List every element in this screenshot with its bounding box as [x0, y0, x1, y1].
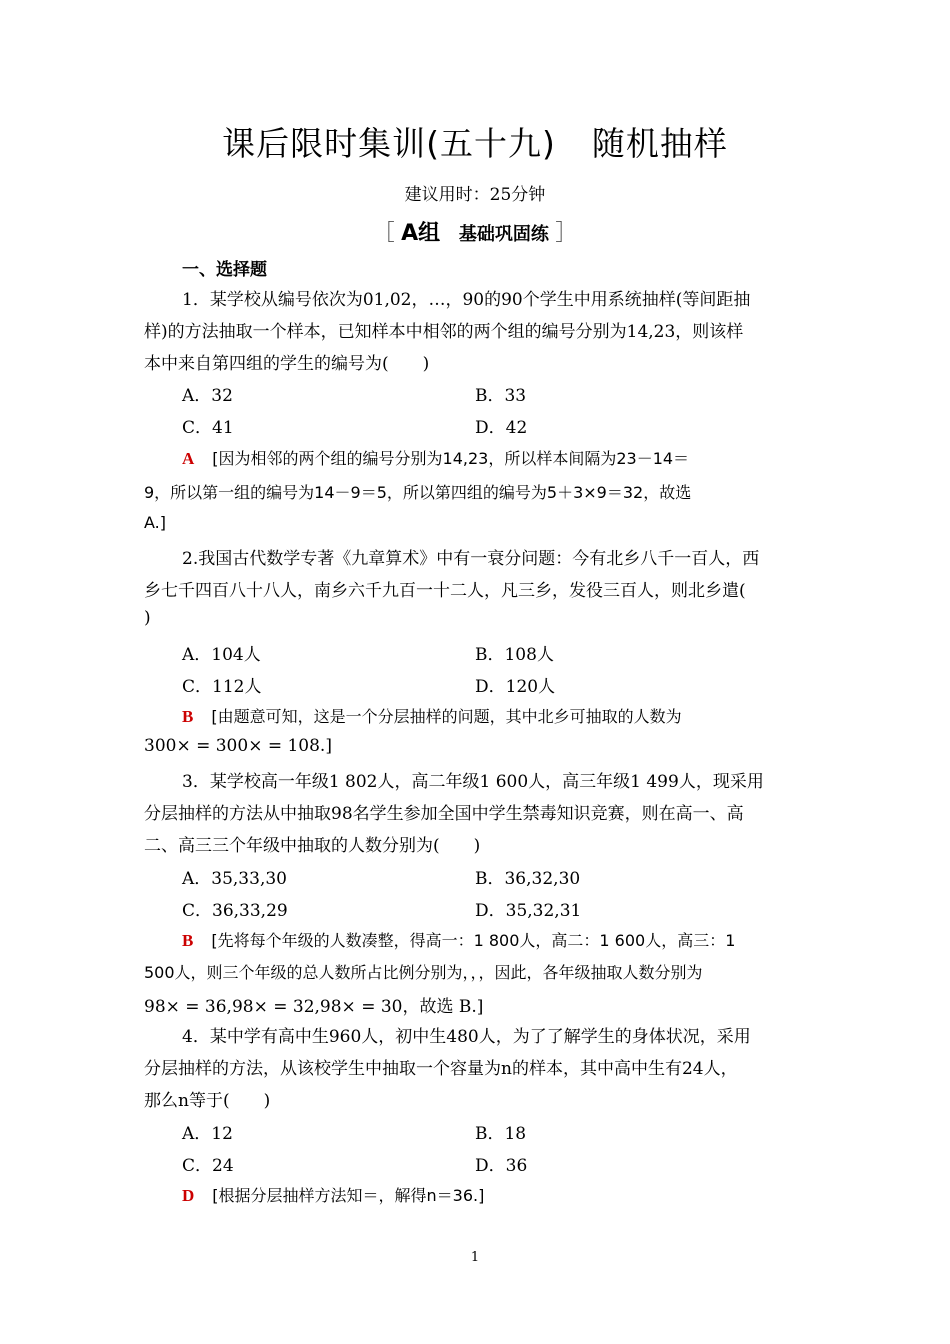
question-1-solution-line-3: A.]	[144, 513, 166, 532]
question-2-solution-line-1: B [由题意可知，这是一个分层抽样的问题，其中北乡可抽取的人数为	[182, 707, 682, 726]
question-3-line-2: 分层抽样的方法从中抽取98名学生参加全国中学生禁毒知识竞赛，则在高一、高	[144, 804, 744, 824]
question-3-line-3: 二、高三三个年级中抽取的人数分别为( )	[144, 836, 481, 856]
question-4-line-3: 那么n等于( )	[144, 1091, 271, 1111]
question-2-answer: B	[182, 707, 194, 726]
question-3-solution-line-3: 98× = 36,98× = 32,98× = 30，故选 B.]	[144, 997, 484, 1017]
question-2-line-1: 2.我国古代数学专著《九章算术》中有一衰分问题：今有北乡八千一百人，西	[182, 549, 760, 569]
group-heading	[0, 216, 950, 247]
suggested-time: 建议用时：25分钟	[404, 185, 546, 205]
question-2-line-3: )	[144, 608, 151, 628]
question-1-option-d: D．42	[475, 418, 528, 438]
question-4-line-1: 4．某中学有高中生960人，初中生480人，为了了解学生的身体状况，采用	[182, 1027, 751, 1047]
question-4-answer: D	[182, 1186, 195, 1205]
question-3-solution-line-1: B [先将每个年级的人数凑整，得高一：1 800人，高二：1 600人，高三：1	[182, 931, 736, 950]
question-3-answer: B	[182, 931, 194, 950]
question-1-line-1: 1．某学校从编号依次为01,02，…，90的90个学生中用系统抽样(等间距抽	[182, 290, 751, 310]
question-2-option-d: D．120人	[475, 677, 556, 697]
page-number: 1	[470, 1250, 480, 1265]
group-letter: A组	[401, 221, 441, 246]
page-title	[0, 118, 950, 165]
question-4-option-d: D．36	[475, 1156, 528, 1176]
question-4-line-2: 分层抽样的方法，从该校学生中抽取一个容量为n的样本，其中高中生有24人，	[144, 1059, 738, 1079]
question-1-answer: A	[182, 449, 195, 468]
question-1-solution-line-1: A [因为相邻的两个组的编号分别为14,23，所以样本间隔为23－14＝	[182, 449, 690, 468]
question-3-option-c: C．36,33,29	[182, 901, 288, 921]
question-4-option-b: B．18	[475, 1124, 527, 1144]
group-bracket-open: ［	[372, 221, 395, 246]
section-heading: 一、选择题	[182, 260, 267, 280]
question-3-line-1: 3．某学校高一年级1 802人，高二年级1 600人，高三年级1 499人，现采用	[182, 772, 764, 792]
question-2-option-a: A．104人	[182, 645, 261, 665]
question-1-option-a: A．32	[182, 386, 233, 406]
question-1-option-b: B．33	[475, 386, 527, 406]
question-3-solution-line-2: 500人，则三个年级的总人数所占比例分别为，，，因此，各年级抽取人数分别为	[144, 963, 703, 982]
question-3-option-b: B．36,32,30	[475, 869, 581, 889]
question-2-line-2: 乡七千四百八十八人，南乡六千九百一十二人，凡三乡，发役三百人，则北乡遣(	[144, 581, 746, 601]
question-1-solution-line-2: 9，所以第一组的编号为14－9＝5，所以第四组的编号为5＋3×9＝32，故选	[144, 483, 692, 502]
question-3-option-d: D．35,32,31	[475, 901, 582, 921]
group-bracket-close: ］	[555, 221, 578, 246]
question-2-solution-line-2: 300× = 300× = 108.]	[144, 736, 332, 756]
question-2-option-b: B．108人	[475, 645, 554, 665]
question-4-option-a: A．12	[182, 1124, 233, 1144]
group-name: 基础巩固练	[458, 224, 549, 245]
question-1-line-3: 本中来自第四组的学生的编号为( )	[144, 354, 430, 374]
question-4-solution-line-1: D [根据分层抽样方法知＝，解得n＝36.]	[182, 1186, 485, 1205]
question-2-option-c: C．112人	[182, 677, 262, 697]
question-4-option-c: C．24	[182, 1156, 234, 1176]
question-1-line-2: 样)的方法抽取一个样本，已知样本中相邻的两个组的编号分别为14,23，则该样	[144, 322, 744, 342]
title-main: 课后限时集训(五十九)	[222, 124, 556, 163]
question-1-option-c: C．41	[182, 418, 234, 438]
question-3-option-a: A．35,33,30	[182, 869, 287, 889]
title-subtitle: 随机抽样	[591, 124, 728, 163]
